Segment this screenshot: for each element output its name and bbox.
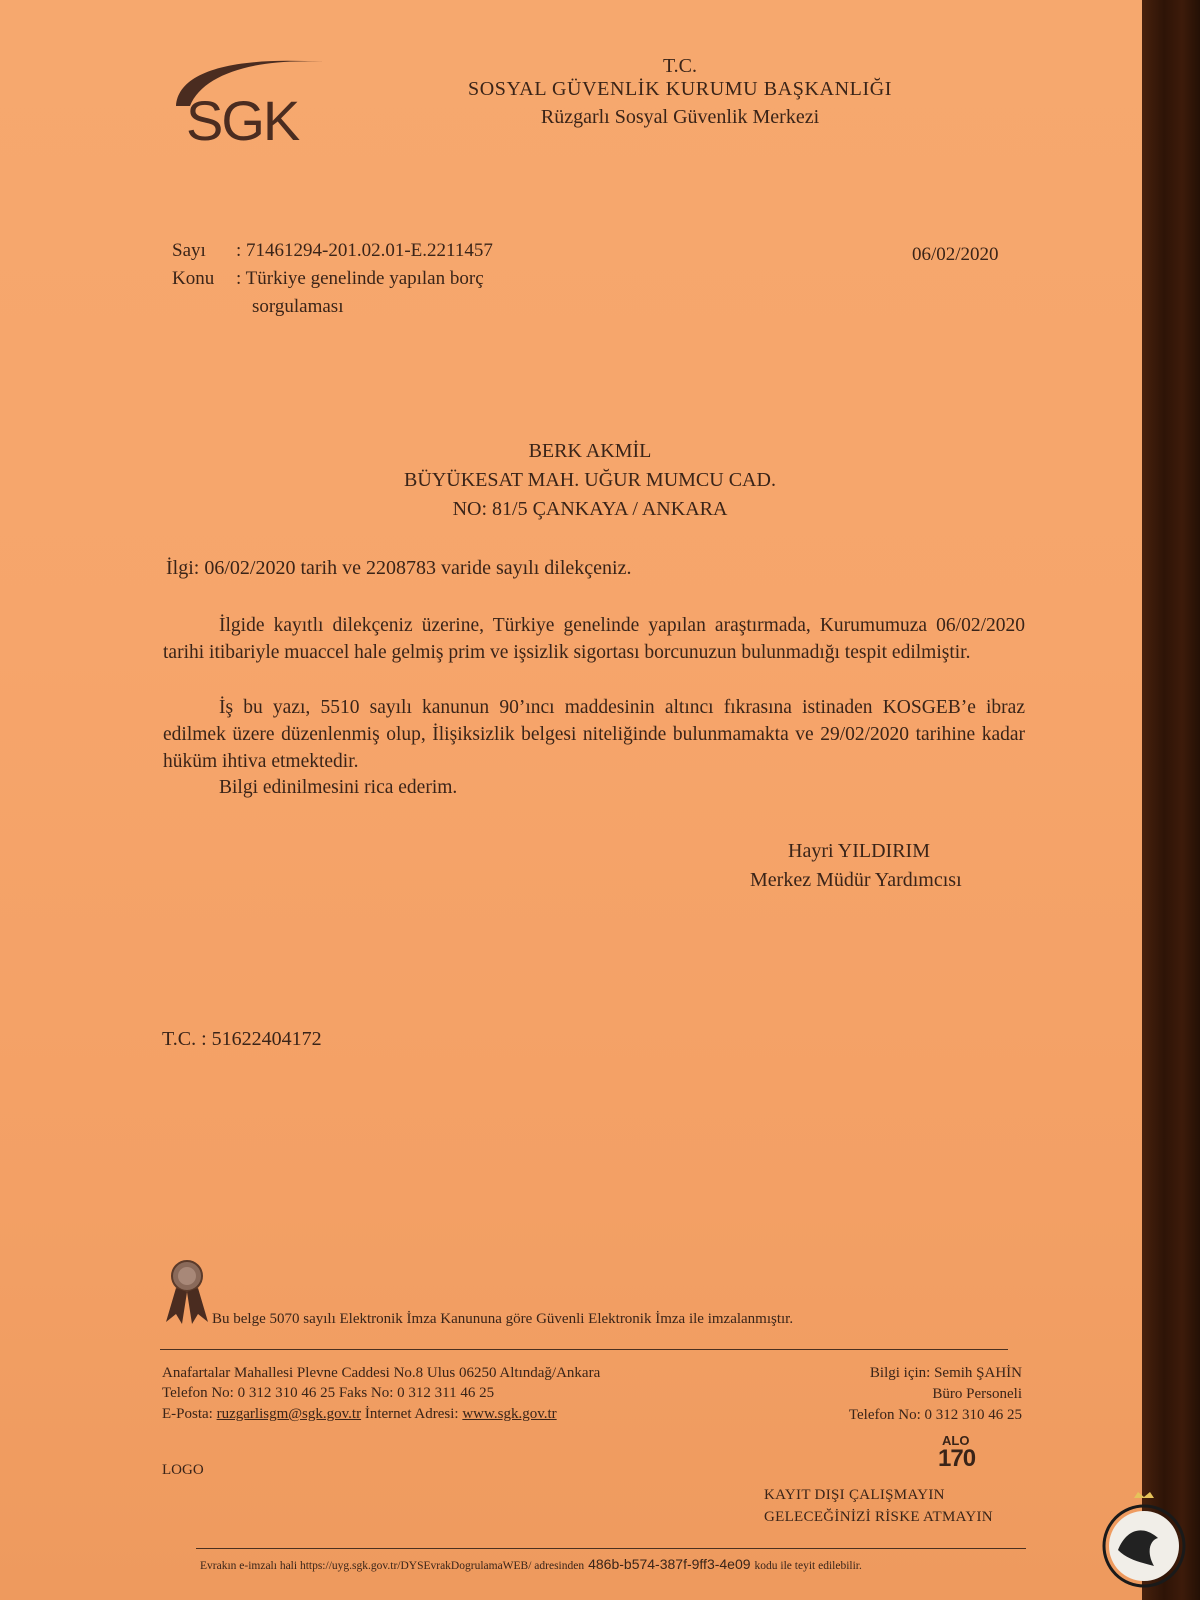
esign-note: Bu belge 5070 sayılı Elektronik İmza Kanununa göre Güvenli Elektronik İmza ile imzalanmıştır. [212,1311,794,1327]
footer-email-label: E-Posta: [162,1406,213,1422]
verify-suffix: kodu ile teyit edilebilir. [754,1560,862,1572]
footer-web-link[interactable]: www.sgk.gov.tr [462,1406,557,1422]
tc-number: T.C. : 51622404172 [162,1028,322,1050]
footer-address: Anafartalar Mahallesi Plevne Caddesi No.8 Ulus 06250 Altındağ/Ankara [162,1365,601,1381]
signatory-name: Hayri YILDIRIM [788,840,931,862]
signatory-title: Merkez Müdür Yardımcısı [750,869,962,891]
footer-logo-text: LOGO [162,1462,204,1478]
logo-text: SGK [186,89,299,152]
verify-code: 486b-b574-387f-9ff3-4e09 [588,1556,751,1572]
corner-watermark-icon [1098,1490,1190,1590]
recipient-address-2: NO: 81/5 ÇANKAYA / ANKARA [452,498,728,520]
footer-divider [160,1349,1008,1350]
footer-slogan-2: GELECEĞİNİZİ RİSKE ATMAYIN [764,1509,993,1525]
sayi-label: Sayı [172,240,206,261]
body-paragraph-3 [163,774,1025,801]
footer-web-label: İnternet Adresi: [364,1406,459,1422]
recipient-name: BERK AKMİL [528,440,652,462]
sayi-value: : 71461294-201.02.01-E.2211457 [236,240,493,261]
verify-prefix: Evrakın e-imzalı hali https://uyg.sgk.gov.tr/DYSEvrakDogrulamaWEB/ adresinden [200,1560,585,1572]
footer-email-link[interactable]: ruzgarlisgm@sgk.gov.tr [216,1406,362,1422]
recipient-address-1: BÜYÜKESAT MAH. UĞUR MUMCU CAD. [404,469,776,491]
footer-info-role: Büro Personeli [932,1386,1022,1402]
alo-text: ALO [942,1433,970,1448]
reference-line: İlgi: 06/02/2020 tarih ve 2208783 varide sayılı dilekçeniz. [166,557,632,579]
document-date: 06/02/2020 [912,244,999,265]
alo-number: 170 [938,1445,976,1472]
esign-ribbon-icon [162,1256,212,1326]
sgk-logo [168,48,328,158]
konu-value-line2: sorgulaması [252,296,344,317]
verify-divider [196,1548,1026,1549]
body-paragraph-1-text: İlgide kayıtlı dilekçeniz üzerine, Türkiye genelinde yapılan araştırmada, Kurumumuza 06/02/2020 tarihi itibariyle muaccel hale gelmiş prim ve işsizlik sigortası borcunuzun bulunmadığı tespit edilmiştir. [163,615,1025,663]
header-center: Rüzgarlı Sosyal Güvenlik Merkezi [540,106,820,128]
konu-value-line1: : Türkiye genelinde yapılan borç [236,268,484,289]
footer-contact-line [162,1406,557,1423]
body-paragraph-3-text: Bilgi edinilmesini rica ederim. [219,777,458,798]
body-paragraph-2 [163,694,1025,775]
footer-info-phone: Telefon No: 0 312 310 46 25 [848,1407,1022,1423]
body-paragraph-1 [163,612,1025,666]
footer-info-contact: Bilgi için: Semih ŞAHİN [869,1365,1022,1381]
body-paragraph-2-text: İş bu yazı, 5510 sayılı kanunun 90’ıncı maddesinin altıncı fıkrasına istinaden KOSGEB’e ibraz edilmek üzere düzenlenmiş olup, İlişiksizlik belgesi niteliğinde bulunmamakta ve 29/02/2020 tarihine kadar hüküm ihtiva etmektedir. [163,697,1025,772]
alo-170-logo [938,1433,1008,1475]
footer-phone: Telefon No: 0 312 310 46 25 Faks No: 0 312 311 46 25 [162,1385,495,1401]
header-institution: SOSYAL GÜVENLİK KURUMU BAŞKANLIĞI [467,78,893,100]
verify-line [200,1556,862,1574]
konu-label: Konu [172,268,215,289]
footer-slogan-1: KAYIT DIŞI ÇALIŞMAYIN [764,1487,945,1503]
wood-background [1140,0,1200,1600]
header-tc: T.C. [662,55,698,77]
